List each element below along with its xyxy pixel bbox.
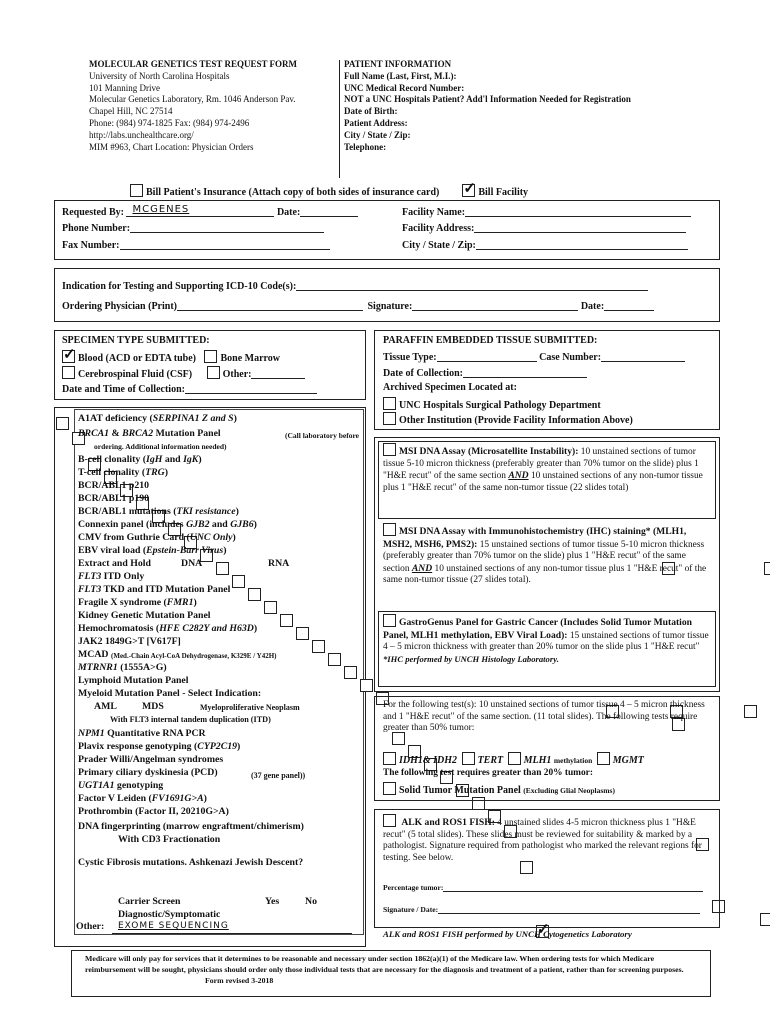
requested-by-row: [62, 205, 358, 218]
blood-checkbox[interactable]: [62, 350, 75, 363]
bill-facility-checkbox[interactable]: [462, 184, 475, 197]
methylation-label: methylation: [553, 756, 593, 765]
mpn-checkbox[interactable]: [744, 705, 757, 718]
mgmt-label: MGMT: [612, 755, 644, 766]
prothrombin-label: [78, 806, 229, 819]
paraffin-row-3: [383, 397, 601, 411]
yes-label: Yes: [265, 896, 280, 907]
marrow-label: Bone Marrow: [220, 353, 281, 364]
paraffin-collection-label: Date of Collection:: [383, 368, 463, 379]
other-test-label: [76, 921, 104, 934]
mlh1-checkbox[interactable]: [508, 752, 521, 765]
kidney-checkbox[interactable]: [280, 614, 293, 627]
msi-text: [383, 443, 711, 494]
paraffin-row-1: [383, 350, 685, 363]
lab-line: Chapel Hill, NC 27514: [89, 106, 173, 117]
extract-hold-checkbox[interactable]: [216, 562, 229, 575]
solid-row: [383, 782, 615, 796]
extract-rna-checkbox[interactable]: [764, 562, 770, 575]
msi-body: 10 unstained sections of tumor tissue 5-10 micron thickness (preferably greater than 70% tumor on the slide) plus 1 "H&E recut" of the same section: [383, 447, 699, 482]
tissue-type-label: Tissue Type:: [383, 352, 437, 363]
t-cell-text: T-cell clonality (TRG): [78, 467, 168, 478]
dna-fingerprinting-label: [78, 821, 304, 834]
gastro-text: [383, 614, 711, 666]
mgmt-checkbox[interactable]: [597, 752, 610, 765]
myeloid-text: Myeloid Mutation Panel - Select Indication:: [78, 688, 262, 699]
mtrnr1-checkbox[interactable]: [344, 666, 357, 679]
lab-line: Molecular Genetics Laboratory, Rm. 1046 Anderson Pav.: [89, 94, 296, 105]
cd3-label: With CD3 Fractionation: [118, 834, 221, 845]
patient-title: PATIENT INFORMATION: [344, 59, 452, 69]
b-cell-label: [78, 454, 202, 467]
mpn-label: Myeloproliferative Neoplasm: [200, 703, 300, 712]
alk-signature-row: [383, 905, 700, 914]
facility-city-label: City / State / Zip:: [402, 240, 476, 251]
kidney-text: Kidney Genetic Mutation Panel: [78, 610, 211, 621]
facility-city-field[interactable]: [476, 238, 688, 250]
percentage-label: Percentage tumor:: [383, 883, 444, 892]
patient-address-field[interactable]: Patient Address:: [344, 117, 408, 128]
physician-field[interactable]: [177, 299, 363, 311]
bcr-p190-label: [78, 493, 149, 506]
following-text: [383, 700, 713, 735]
alk-signature-label: Signature / Date:: [383, 905, 439, 914]
fax-field[interactable]: [120, 238, 330, 250]
lab-line: Phone: (984) 974-1825 Fax: (984) 974-2496: [89, 117, 250, 128]
paraffin-title: PARAFFIN EMBEDDED TISSUE SUBMITTED:: [383, 335, 598, 346]
percentage-field[interactable]: [443, 883, 703, 892]
bill-facility-label: Bill Facility: [478, 187, 529, 198]
requested-by-field[interactable]: [126, 205, 274, 217]
other-specimen-field[interactable]: [251, 367, 305, 379]
msi-title: MSI DNA Assay (Microsatellite Instability):: [399, 446, 579, 457]
paraffin-row-2: [383, 366, 587, 379]
solid-tumor-checkbox[interactable]: [383, 782, 396, 795]
jak2-label: [78, 636, 181, 649]
patient-registration-note: NOT a UNC Hospitals Patient? Add'l Information Needed for Registration: [344, 94, 631, 105]
alk-signature-field[interactable]: [438, 905, 700, 914]
patient-city-field[interactable]: City / State / Zip:: [344, 129, 411, 140]
lymphoid-text: Lymphoid Mutation Panel: [78, 675, 189, 686]
pcd-label: [78, 767, 218, 780]
cmv-label: [78, 532, 236, 545]
ebv-label: [78, 545, 226, 558]
msi-ihc-and: AND: [411, 562, 433, 574]
bcr-p190-text: BCR/ABL1 p190: [78, 493, 150, 504]
facility-name-label: Facility Name:: [402, 207, 466, 218]
msi-body-2: 10 unstained sections of any non-tumor tissue plus 1 "H&E recut" of the same non-tumor tissue (22 slides total): [383, 471, 703, 493]
flt3-tkd-text: FLT3 TKD and ITD Mutation Panel: [78, 584, 231, 595]
lab-line: MIM #963, Chart Location: Physician Orders: [89, 141, 254, 152]
idh-checkbox[interactable]: [383, 752, 396, 765]
bcr-p210-label: [78, 480, 149, 493]
facility-name-field[interactable]: [465, 205, 691, 217]
facility-address-field[interactable]: [474, 221, 686, 233]
requested-by-label: Requested By:: [62, 207, 124, 218]
msi-ihc-checkbox[interactable]: [383, 523, 396, 536]
collection-label: Date and Time of Collection:: [62, 384, 185, 395]
specimen-row-2: [62, 366, 305, 380]
msi-ihc-body-2: 10 unstained sections of any non-tumor tissue plus 1 "H&E recut" of the same non-tumor tissue (27 slides total).: [383, 563, 707, 586]
mlh1-label: MLH1: [523, 755, 552, 766]
unc-pathology-label: UNC Hospitals Surgical Pathology Department: [399, 400, 601, 411]
a1at-checkbox[interactable]: [56, 417, 69, 430]
indication-date-label: Date:: [580, 301, 605, 312]
gastro-note: *IHC performed by UNCH Histology Laboratory.: [383, 653, 559, 664]
icd-field[interactable]: [296, 279, 648, 291]
bcr-mutations-text: BCR/ABL1 mutations (TKI resistance): [78, 506, 239, 517]
msi-and: AND: [508, 470, 529, 482]
lab-line: 101 Manning Drive: [89, 82, 160, 93]
brca-text: BRCA1 & BRCA2 Mutation Panel: [78, 428, 221, 439]
b-cell-text: B-cell clonality (IgH and IgK): [78, 454, 202, 465]
ebv-text: EBV viral load (Epstein-Barr Virus): [78, 545, 227, 556]
flt3-itd-label: [78, 571, 144, 584]
bill-insurance-checkbox[interactable]: [130, 184, 143, 197]
alk-title: ALK and ROS1 FISH:: [401, 817, 495, 828]
pcd-genes-note: (37 gene panel)): [251, 771, 306, 780]
flt3-itd-text: FLT3 ITD Only: [78, 571, 145, 582]
pcd-text: Primary ciliary dyskinesia (PCD): [78, 767, 218, 778]
tissue-type-field[interactable]: [437, 350, 537, 362]
req20-text: The following test requires greater than 20% tumor:: [383, 768, 593, 778]
other-institution-checkbox[interactable]: [383, 412, 396, 425]
lymphoid-label: [78, 675, 189, 688]
requested-by-value: MCGENES: [132, 204, 190, 215]
plavix-text: Plavix response genotyping (CYP2C19): [78, 741, 241, 752]
archived-label: Archived Specimen Located at:: [383, 382, 517, 393]
paraffin-collection-field[interactable]: [463, 366, 587, 378]
ugt1a1-label: [78, 780, 163, 793]
other-specimen-checkbox[interactable]: [207, 366, 220, 379]
a1at-text: A1AT deficiency (SERPINA1 Z and S): [78, 413, 237, 424]
kidney-label: [78, 610, 211, 623]
cmv-text: CMV from Guthrie Card (UNC Only): [78, 532, 236, 543]
bill-insurance-label: Bill Patient's Insurance (Attach copy of both sides of insurance card): [146, 187, 440, 198]
lab-info: [89, 59, 339, 153]
alk-text: [383, 814, 713, 864]
prader-willi-label: [78, 754, 223, 767]
requested-date-label: Date:: [276, 207, 301, 218]
msi-ihc-title: MSI DNA Assay with Immunohistochemistry (IHC) staining* (MLH1, MSH2, MSH6, PMS2):: [383, 526, 687, 550]
patient-dob-field[interactable]: Date of Birth:: [344, 106, 398, 117]
extract-rna-label: RNA: [268, 558, 290, 569]
tert-label: TERT: [477, 755, 504, 766]
solid-tumor-note: (Excluding Glial Neoplasms): [523, 786, 615, 795]
specimen-row-1: [62, 350, 280, 364]
flt3-itd-note: With FLT3 internal tandem duplication (ITD): [110, 715, 271, 724]
fax-row: [62, 238, 330, 251]
alk-checkbox[interactable]: [383, 814, 396, 827]
carrier-label: Carrier Screen: [118, 896, 181, 907]
hemochromatosis-text: Hemochromatosis (HFE C282Y and H63D): [78, 623, 258, 634]
specimen-row-3: [62, 382, 317, 395]
phone-field[interactable]: [130, 221, 324, 233]
connexin-text: Connexin panel (includes GJB2 and GJB6): [78, 519, 257, 530]
factor-v-label: [78, 793, 207, 806]
lab-line: http://labs.unchealthcare.org/: [89, 129, 194, 140]
csf-label: Cerebrospinal Fluid (CSF): [78, 369, 193, 380]
t-cell-label: [78, 467, 168, 480]
case-number-label: Case Number:: [539, 352, 602, 363]
icd-row: [62, 279, 648, 292]
brca-call-note-2: ordering. Additional information needed): [94, 442, 227, 451]
alk-performed: ALK and ROS1 FISH performed by UNCH Cytogenetics Laboratory: [383, 929, 632, 939]
idh-label: IDH1& IDH2: [399, 755, 458, 766]
mds-label: MDS: [142, 701, 164, 712]
facility-address-row: [402, 221, 686, 234]
lab-line: University of North Carolina Hospitals: [89, 70, 230, 81]
fragile-x-label: [78, 597, 197, 610]
form-revised: Form revised 3-2018: [205, 976, 274, 985]
case-number-field[interactable]: [601, 350, 685, 362]
extract-hold-label: [78, 558, 151, 571]
bcr-mutations-label: [78, 506, 239, 519]
percentage-row: [383, 883, 703, 892]
footer-text: [85, 953, 700, 986]
tert-checkbox[interactable]: [462, 752, 475, 765]
mtrnr1-text: MTRNR1 (1555A>G): [78, 662, 167, 673]
alk-body: 4 unstained slides 4-5 micron thickness plus 1 "H&E recut" (5 total slides). These slides must be reviewed for suitability & marked by a pathologist. Signature required from pathologist who marked the relevant regions for testing. See below.: [383, 818, 702, 863]
signature-label: Signature:: [367, 301, 413, 312]
physician-row: [62, 299, 654, 312]
following-body: For the following test(s): 10 unstained sections of tumor tissue 4 – 5 micron thickness and 1 "H&E recut" of the same section. (11 total slides). The following tests require greater than 50% tumor:: [383, 700, 705, 734]
brca-label: [78, 428, 221, 441]
extract-dna-label: DNA: [181, 558, 203, 569]
other-test-value: EXOME SEQUENCING: [118, 921, 229, 931]
jak2-text: JAK2 1849G>T [V617F]: [78, 636, 181, 647]
gastro-title: GastroGenus Panel for Gastric Cancer (Includes Solid Tumor Mutation Panel, MLH1 methylation, EBV Viral Load):: [383, 617, 692, 641]
phone-label: Phone Number:: [62, 223, 131, 234]
following-options: [383, 752, 644, 766]
form-title: MOLECULAR GENETICS TEST REQUEST FORM: [89, 59, 298, 69]
flt3-tkd-label: [78, 584, 230, 597]
cystic-fibrosis-text: Cystic Fibrosis mutations. Ashkenazi Jewish Descent?: [78, 857, 304, 868]
gastro-checkbox[interactable]: [383, 614, 396, 627]
fragile-x-checkbox[interactable]: [264, 601, 277, 614]
medicare-notice: Medicare will only pay for services that it determines to be reasonable and necessary under section 1862(a)(1) of the Medicare law. When ordering tests for which Medicare reimbursement will be sought, physicians should order only those individual tests that are necessary for the diagnosis and treatment of a patient, rather than for screening purposes.: [85, 954, 684, 974]
collection-field[interactable]: [185, 382, 317, 394]
a1at-label: [78, 413, 237, 426]
solid-tumor-label: Solid Tumor Mutation Panel: [399, 785, 521, 796]
mtrnr1-label: [78, 662, 167, 675]
requested-date-field[interactable]: [300, 205, 358, 217]
phone-row: [62, 221, 324, 234]
msi-ihc-text: [383, 523, 711, 587]
other-specimen-label: Other:: [222, 369, 252, 380]
indication-box: [54, 268, 720, 322]
indication-date-field[interactable]: [604, 299, 654, 311]
fragile-x-text: Fragile X syndrome (FMR1): [78, 597, 197, 608]
no-label: No: [305, 896, 317, 907]
hemochromatosis-checkbox[interactable]: [296, 627, 309, 640]
mcad-label: [78, 649, 108, 662]
hemochromatosis-label: [78, 623, 257, 636]
prader-willi-text: Prader Willi/Angelman syndromes: [78, 754, 224, 765]
facility-name-row: [402, 205, 691, 218]
lymphoid-checkbox[interactable]: [360, 679, 373, 692]
specimen-title: SPECIMEN TYPE SUBMITTED:: [62, 335, 210, 346]
brca-call-note: (Call laboratory before: [285, 431, 360, 440]
facility-address-label: Facility Address:: [402, 223, 475, 234]
npm1-label: [78, 728, 206, 741]
plavix-label: [78, 741, 240, 754]
diagnostic-checkbox[interactable]: [760, 913, 770, 926]
mcad-text: MCAD: [78, 649, 109, 660]
factor-v-text: Factor V Leiden (FV1691G>A): [78, 793, 207, 804]
physician-label: Ordering Physician (Print): [62, 301, 177, 312]
msi-ihc-body: 15 unstained sections of tumor tissue 5-10 micron thickness (preferably greater than 70% tumor on the slide) plus 1 "H&E recut" of the same section: [383, 539, 705, 574]
unc-pathology-checkbox[interactable]: [383, 397, 396, 410]
bcr-p210-text: BCR/ABL1 p210: [78, 480, 150, 491]
mcad-checkbox[interactable]: [328, 653, 341, 666]
fax-label: Fax Number:: [62, 240, 120, 251]
msi-checkbox[interactable]: [383, 443, 396, 456]
facility-city-row: [402, 238, 688, 251]
patient-name-field[interactable]: Full Name (Last, First, M.I.):: [344, 70, 457, 81]
header-divider: [339, 60, 340, 178]
myeloid-label: [78, 688, 261, 701]
patient-mrn-field[interactable]: UNC Medical Record Number:: [344, 82, 465, 93]
prothrombin-text: Prothrombin (Factor II, 20210G>A): [78, 806, 229, 817]
csf-checkbox[interactable]: [62, 366, 75, 379]
cystic-fibrosis-label: [78, 857, 303, 870]
flt3-tkd-checkbox[interactable]: [248, 588, 261, 601]
diagnostic-label: Diagnostic/Symptomatic: [118, 909, 221, 920]
blood-label: Blood (ACD or EDTA tube): [78, 353, 196, 364]
other-institution-label: Other Institution (Provide Facility Information Above): [399, 415, 633, 426]
npm1-text: NPM1 Quantitative RNA PCR: [78, 728, 206, 739]
paraffin-row-4: [383, 412, 633, 426]
jak2-checkbox[interactable]: [312, 640, 325, 653]
connexin-label: [78, 519, 257, 532]
signature-field[interactable]: [412, 299, 578, 311]
icd-label: Indication for Testing and Supporting ICD-10 Code(s):: [62, 281, 297, 292]
patient-phone-field[interactable]: Telephone:: [344, 141, 387, 152]
other-test-text: Other:: [76, 921, 105, 932]
extract-hold-text: Extract and Hold: [78, 558, 151, 569]
gastro-body: 15 unstained sections of tumor tissue 4 – 5 micron thickness with greater than 20% tumor on the slide plus 1 "H&E recut": [383, 630, 709, 653]
patient-info: [344, 59, 724, 153]
ugt1a1-text: UGT1A1 genotyping: [78, 780, 164, 791]
flt3-itd-checkbox[interactable]: [232, 575, 245, 588]
aml-label: AML: [94, 701, 117, 712]
dna-fingerprinting-text: DNA fingerprinting (marrow engraftment/chimerism): [78, 821, 304, 832]
mcad-full-note: (Med.-Chain Acyl-CoA Dehydrogenase, K329E / Y42H): [111, 652, 277, 660]
marrow-checkbox[interactable]: [204, 350, 217, 363]
billing-row: [130, 184, 528, 198]
